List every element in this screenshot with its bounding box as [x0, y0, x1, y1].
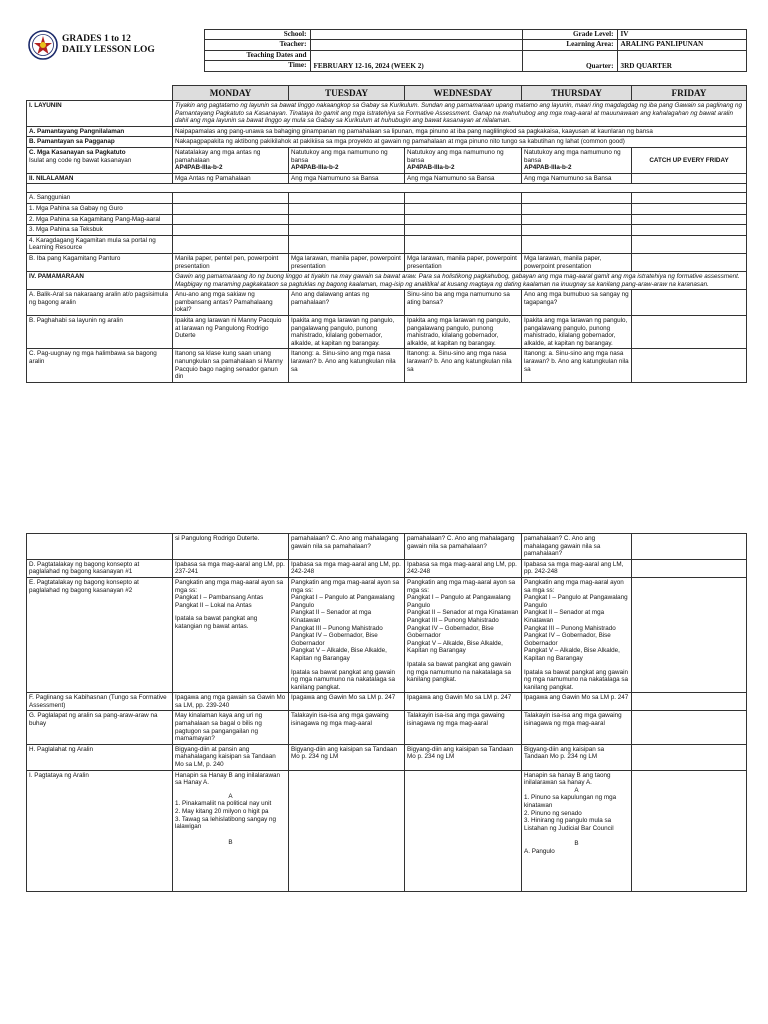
- paglalahat-label: H. Paglalahat ng Aralin: [27, 744, 173, 770]
- group-line: Pangkat V – Alkalde, Bise Alkalde, Kapitan ng Barangay: [291, 647, 387, 662]
- paglinang-row: [27, 693, 747, 711]
- pagtataya-thursday: [522, 770, 632, 891]
- pagkatuto-tuesday: [289, 147, 405, 173]
- pagkatuto-row: [27, 147, 747, 173]
- group-line: Pangkat IV – Gobernador, Bise Gobernador: [524, 632, 611, 647]
- group-line: Pangkatin ang mga mag-aaral ayon sa mga ss:: [524, 578, 624, 594]
- group-line: Pangkat V – Alkalde, Bise Alkalde, Kapitan ng Barangay: [407, 639, 503, 655]
- nilalaman-label: II. NILALAMAN: [27, 173, 173, 184]
- group-line: Ipatala sa bawat pangkat ang gawain ng mga namumuno na nakatalaga sa kanilang pangkat.: [407, 660, 511, 684]
- pagtataya-row: [27, 770, 747, 891]
- pagtatalakay2-tuesday: [289, 577, 405, 692]
- teacher-value: [310, 40, 522, 50]
- competency-code: AP4PAB-IIIa-b-2: [407, 164, 455, 172]
- paghahabi-thursday: Ipakita ang mga larawan ng pangulo, pangalawang pangulo, punong mahistrado, kilalang gobernador, alkalde, at kapitan ng barangay.: [522, 316, 632, 349]
- day-friday: FRIDAY: [632, 86, 747, 101]
- group-line: Pangkat III – Punong Mahistrado: [524, 624, 616, 632]
- group-line: Ipatala sa bawat pangkat ang gawain ng mga namumuno na nakatalaga sa kanilang pangkat.: [291, 668, 395, 691]
- pagtatalakay1-tuesday: Ipabasa sa mga mag-aaral ang LM, pp. 242-248: [289, 559, 405, 577]
- day-wednesday: WEDNESDAY: [405, 86, 522, 101]
- iba-pang-kagamitan-label: B. Iba pang Kagamitang Panturo: [27, 253, 173, 271]
- pag-uugnay-label: C. Pag-uugnay ng mga halimbawa sa bagong aralin: [27, 349, 173, 382]
- sanggunian-item-row: [27, 214, 747, 225]
- header-title-line1: GRADES 1 to 12: [62, 33, 131, 44]
- competency-code: AP4PAB-IIIa-b-2: [175, 164, 223, 172]
- group-line: Pangkat V – Alkalde, Bise Alkalde, Kapitan ng Barangay: [524, 647, 620, 662]
- teaching-dates-value: FEBRUARY 12-16, 2024 (WEEK 2): [310, 50, 522, 71]
- pagkatuto-text: Natatalakay ang mga antas ng pamahalaan: [175, 148, 261, 164]
- nilalaman-wednesday: Ang mga Namumuno sa Bansa: [405, 173, 522, 184]
- day-tuesday: TUESDAY: [289, 86, 405, 101]
- paglalapat-monday: May kinalaman kaya ang uri ng pamahalaan sa bagal o bilis ng pagtugon sa pangangailan ng mamamayan?: [173, 711, 289, 744]
- grade-level-value: IV: [617, 30, 746, 40]
- layunin-label: I. LAYUNIN: [27, 101, 173, 127]
- continuation-monday: si Pangulong Rodrigo Duterte.: [173, 534, 289, 560]
- group-line: Pangkat I – Pangulo at Pangawalang Pangulo: [407, 594, 511, 609]
- kagamitan-wednesday: Mga larawan, manila paper, powerpoint presentation: [405, 253, 522, 271]
- quarter-value: 3RD QUARTER: [617, 50, 746, 71]
- pagkatuto-label: C. Mga Kasanayan sa Pagkatuto: [29, 148, 126, 156]
- lesson-log-table-page2: [26, 533, 747, 892]
- pagganap-row: [27, 137, 747, 148]
- pag-uugnay-wednesday: Itanong: a. Sinu-sino ang mga nasa larawan? b. Ano ang katungkulan nila sa: [405, 349, 522, 382]
- group-line: Pangkatin ang mga mag-aaral ayon sa mga ss:: [407, 578, 516, 594]
- pangnilalaman-text: Naipapamalas ang pang-unawa sa bahaging ginampanan ng pamahalaan sa lipunan, mga pinuno at iba pang naglilingkod sa pagkakaisa, kaayusan at kaunlaran ng bansa: [173, 126, 747, 137]
- pagtatalakay2-thursday: [522, 577, 632, 692]
- pamamaraan-label: IV. PAMAMARAAN: [27, 272, 173, 290]
- sanggunian-item: 1. Mga Pahina sa Gabay ng Guro: [27, 203, 173, 214]
- paghahabi-row: [27, 316, 747, 349]
- quiz-item: 3. Hinirang ng pangulo mula sa Listahan ng Judicial Bar Council: [524, 817, 614, 832]
- iba-pang-kagamitan-row: [27, 253, 747, 271]
- sanggunian-label: A. Sanggunian: [27, 193, 173, 204]
- pamamaraan-text: Gawin ang pamamaraang ito ng buong linggo at tiyakin na may gawain sa bawat araw. Para sa holistikong pagkahubog, gabayan ang mga mag-aaral gamit ang mga istratehiya ng formative assessment. Magbigay ng maraming pagkakataon sa pagtuklas ng bagong kaalaman, mag-isip ng analitikal at kusang magtaya ng dating kaalaman na inuugnay sa kanilang pang-araw-araw na karanasan.: [173, 272, 747, 290]
- pagkatuto-thursday: [522, 147, 632, 173]
- sanggunian-row: [27, 193, 747, 204]
- group-line: Pangkat III – Punong Mahistrado: [291, 624, 383, 632]
- group-line: Pangkatin ang mga mag-aaral ayon sa mga ss:: [175, 578, 284, 594]
- school-label: School:: [204, 30, 310, 40]
- pagkatuto-label-cell: [27, 147, 173, 173]
- pagtatalakay1-monday: Ipabasa sa mga mag-aaral ang LM, pp. 237-241: [173, 559, 289, 577]
- lesson-log-table-page1: [26, 85, 747, 383]
- paglalapat-wednesday: Talakayin isa-isa ang mga gawaing isinagawa ng mga mag-aaral: [405, 711, 522, 744]
- nilalaman-row: [27, 173, 747, 184]
- pagkatuto-text: Natutukoy ang mga namumuno ng bansa: [291, 148, 388, 164]
- paglinang-monday: Ipagawa ang mga gawain sa Gawin Mo sa LM, pp. 239-240: [173, 693, 289, 711]
- pagtataya-instruction: Hanapin sa hanay B ang taong inilalarawan sa hanay A.: [524, 771, 611, 787]
- teacher-label: Teacher:: [204, 40, 310, 50]
- day-monday: MONDAY: [173, 86, 289, 101]
- catch-up-friday: CATCH UP EVERY FRIDAY: [632, 147, 747, 173]
- grade-level-label: Grade Level:: [522, 30, 617, 40]
- pagtatalakay2-label: E. Pagtatalakay ng bagong konsepto at paglalahad ng bagong kasanayan #2: [27, 577, 173, 692]
- paglalapat-row: [27, 711, 747, 744]
- learning-area-label: Learning Area:: [522, 40, 617, 50]
- paglalahat-tuesday: Bigyang-diin ang kaisipan sa Tandaan Mo p. 234 ng LM: [289, 744, 405, 770]
- paghahabi-wednesday: Ipakita ang mga larawan ng pangulo, pangalawang pangulo, punong mahistrado, kilalang gobernador, alkalde, at kapitan ng barangay.: [405, 316, 522, 349]
- paglalahat-monday: Bigyang-diin at pansin ang mahahalagang kaisipan sa Tandaan Mo sa LM, p. 240: [173, 744, 289, 770]
- sanggunian-item: 2. Mga Pahina sa Kagamitang Pang-Mag-aaral: [27, 214, 173, 225]
- quiz-item: 2. May kitang 20 milyon o higit pa: [175, 808, 269, 815]
- pamamaraan-row: [27, 272, 747, 290]
- group-line: Pangkatin ang mga mag-aaral ayon sa mga ss:: [291, 578, 400, 594]
- pagtatalakay1-wednesday: Ipabasa sa mga mag-aaral ang LM, pp. 242-248: [405, 559, 522, 577]
- quiz-item: 1. Pinuno sa kapulungan ng mga kinatawan: [524, 794, 617, 809]
- learning-area-value: ARALING PANLIPUNAN: [617, 40, 746, 50]
- sanggunian-item: 3. Mga Pahina sa Teksbuk: [27, 225, 173, 236]
- paglinang-wednesday: Ipagawa ang Gawin Mo sa LM p. 247: [405, 693, 522, 711]
- kagamitan-monday: Manila paper, pentel pen, powerpoint presentation: [173, 253, 289, 271]
- column-a-heading: A: [228, 792, 233, 800]
- quiz-item: 2. Pinuno ng senado: [524, 809, 582, 817]
- group-line: Pangkat IV – Gobernador, Bise Gobernador: [407, 624, 494, 640]
- sanggunian-item-row: [27, 203, 747, 214]
- quiz-item: 3. Tawag sa lehislatibong sangay ng lalawigan: [175, 815, 277, 831]
- balik-aral-row: [27, 290, 747, 316]
- group-line: Pangkat I – Pangulo at Pangawalang Pangulo: [291, 594, 395, 609]
- paglinang-tuesday: Ipagawa ang Gawin Mo sa LM p. 247: [289, 693, 405, 711]
- paglalahat-row: [27, 744, 747, 770]
- pagtatalakay2-row: [27, 577, 747, 692]
- paglalapat-label: G. Paglalapat ng aralin sa pang-araw-araw na buhay: [27, 711, 173, 744]
- group-line: Pangkat II – Lokal na Antas: [175, 601, 252, 609]
- nilalaman-monday: Mga Antas ng Pamahalaan: [173, 173, 289, 184]
- group-line: Pangkat I – Pambansang Antas: [175, 594, 264, 602]
- paglalahat-thursday: Bigyang-diin ang kaisipan sa Tandaan Mo p. 234 ng LM: [522, 744, 632, 770]
- paglalapat-tuesday: Talakayin isa-isa ang mga gawaing isinagawa ng mga mag-aaral: [289, 711, 405, 744]
- nilalaman-tuesday: Ang mga Namumuno sa Bansa: [289, 173, 405, 184]
- pagtatalakay1-thursday: Ipabasa sa mga mag-aaral ang LM, pp. 242-248: [522, 559, 632, 577]
- pagkatuto-wednesday: [405, 147, 522, 173]
- pagkatuto-text: Natutukoy ang mga namumuno ng bansa: [524, 148, 621, 164]
- pagtatalakay2-wednesday: [405, 577, 522, 692]
- day-thursday: THURSDAY: [522, 86, 632, 101]
- pagganap-text: Nakapagpapakita ng aktibong pakikilahok at pakikiisa sa mga proyekto at gawain ng pamahalaan at mga pinuno nito tungo sa kabutihan ng lahat (common good): [173, 137, 747, 148]
- teaching-dates-label: Teaching Dates and: [204, 50, 310, 60]
- kagamitan-tuesday: Mga larawan, manila paper, powerpoint presentation: [289, 253, 405, 271]
- paglinang-thursday: Ipagawa ang Gawin Mo sa LM p. 247: [522, 693, 632, 711]
- group-line: Ipatala sa bawat pangkat ang katangian ng bawat antas.: [175, 615, 258, 630]
- balik-aral-tuesday: Ano ang dalawang antas ng pamahalaan?: [289, 290, 405, 316]
- sanggunian-item-row: [27, 225, 747, 236]
- paghahabi-label: B. Paghahabi sa layunin ng aralin: [27, 316, 173, 349]
- column-b-heading: B: [574, 840, 579, 848]
- pagtataya-monday: [173, 770, 289, 891]
- competency-code: AP4PAB-IIIa-b-2: [524, 164, 572, 172]
- continuation-tuesday: pamahalaan? C. Ano ang mahalagang gawain nila sa pamahalaan?: [289, 534, 405, 560]
- sanggunian-item-row: [27, 235, 747, 253]
- pagkatuto-sublabel: Isulat ang code ng bawat kasanayan: [29, 156, 132, 164]
- quiz-choice: A. Pangulo: [524, 847, 555, 855]
- pag-uugnay-tuesday: Itanong: a. Sinu-sino ang mga nasa larawan? b. Ano ang katungkulan nila sa: [289, 349, 405, 382]
- balik-aral-label: A. Balik-Aral sa nakaraang aralin at/o pagsisimula ng bagong aralin: [27, 290, 173, 316]
- paghahabi-monday: Ipakita ang larawan ni Manny Pacquio at larawan ng Pangulong Rodrigo Duterte: [173, 316, 289, 349]
- group-line: Pangkat II – Senador at mga Kinatawan: [291, 609, 372, 624]
- pag-uugnay-thursday: Itanong: a. Sinu-sino ang mga nasa larawan? b. Ano ang katungkulan nila sa: [522, 349, 632, 382]
- pagtataya-label: I. Pagtataya ng Aralin: [27, 770, 173, 891]
- pag-uugnay-monday: Itanong sa klase kung saan unang nanungkulan sa pamahalaan si Manny Pacquio bago naging senador ganun din: [173, 349, 289, 382]
- pagganap-label: B. Pamantayan sa Pagganap: [27, 137, 173, 148]
- pag-uugnay-row: [27, 349, 747, 382]
- pangnilalaman-label: A. Pamantayang Pangnilalaman: [27, 126, 173, 137]
- deped-seal-icon: [28, 30, 58, 60]
- column-a-heading: A: [574, 786, 579, 794]
- pagtatalakay1-label: D. Pagtatalakay ng bagong konsepto at paglalahad ng bagong kasanayan #1: [27, 559, 173, 577]
- group-line: Pangkat II – Senador at mga Kinatawan: [524, 609, 605, 624]
- balik-aral-thursday: Ano ang mga bumubuo sa sangay ng tagapanga?: [522, 290, 632, 316]
- group-line: Pangkat II – Senador at mga Kinatawan: [407, 609, 519, 617]
- header-table: [26, 29, 747, 72]
- day-header-row: [27, 86, 747, 101]
- paglalahat-wednesday: Bigyang-diin ang kaisipan sa Tandaan Mo p. 234 ng LM: [405, 744, 522, 770]
- balik-aral-wednesday: Sinu-sino ba ang mga namumuno sa ating bansa?: [405, 290, 522, 316]
- group-line: Pangkat III – Punong Mahistrado: [407, 616, 499, 624]
- quiz-item: 1. Pinakamaliit na political nay unit: [175, 800, 272, 808]
- pagtatalakay1-row: [27, 559, 747, 577]
- pagkatuto-text: Natutukoy ang mga namumuno ng bansa: [407, 148, 504, 164]
- layunin-text: Tiyakin ang pagtatamo ng layunin sa bawat linggo nakaangkop sa Gabay sa Kurikulum. Sundan ang pamamaraan upang matamo ang layunin, maari ring magdagdag ng iba pang Gawain sa paglinang ng Pamantayang Pagkatuto sa Kasanayan. Tinataya ito gamit ang mga istratehiya sa Formative Assessment. Ganap na mahuhubog ang mga mag-aaral at mauunawaan ang kahalagahan ng bawat aralin dahil ang mga layunin sa bawat linggo ay mula sa Gabay sa Kurikulum at huhubugin ang bawat kasanayan at nilalaman.: [173, 101, 747, 127]
- kagamitan-thursday: Mga larawan, manila paper, powerpoint presentation: [522, 253, 632, 271]
- layunin-row: [27, 101, 747, 127]
- group-line: Ipatala sa bawat pangkat ang gawain ng mga namumuno na nakatalaga sa kanilang pangkat.: [524, 668, 628, 691]
- pagtataya-instruction: Hanapin sa Hanay B ang inilalarawan sa Hanay A.: [175, 771, 281, 787]
- pagtatalakay2-monday: [173, 577, 289, 692]
- time-label: Time:: [204, 61, 310, 71]
- header-logo-cell: [26, 30, 204, 72]
- group-line: Pangkat I – Pangulo at Pangawalang Pangulo: [524, 594, 628, 609]
- group-line: Pangkat IV – Gobernador, Bise Gobernador: [291, 632, 378, 647]
- paghahabi-tuesday: Ipakita ang mga larawan ng pangulo, pangalawang pangulo, punong mahistrado, kilalang gobernador, alkalde, at kapitan ng barangay.: [289, 316, 405, 349]
- continuation-thursday: pamahalaan? C. Ano ang mahalagang gawain nila sa pamahalaan?: [522, 534, 632, 560]
- pangnilalaman-row: [27, 126, 747, 137]
- continuation-row: [27, 534, 747, 560]
- header-title-line2: DAILY LESSON LOG: [62, 44, 155, 55]
- paglinang-label: F. Paglinang sa Kabihasnan (Tungo sa Formative Assessment): [27, 693, 173, 711]
- competency-code: AP4PAB-IIIa-b-2: [291, 164, 339, 172]
- balik-aral-monday: Anu-ano ang mga sakiaw ng pambansang antas? Pamahalaang lokal?: [173, 290, 289, 316]
- nilalaman-thursday: Ang mga Namumuno sa Bansa: [522, 173, 632, 184]
- pagkatuto-monday: [173, 147, 289, 173]
- sanggunian-item: 4. Karagdagang Kagamitan mula sa portal ng Learning Resource: [27, 235, 173, 253]
- continuation-wednesday: pamahalaan? C. Ano ang mahalagang gawain nila sa pamahalaan?: [405, 534, 522, 560]
- paglalapat-thursday: Talakayin isa-isa ang mga gawaing isinagawa ng mga mag-aaral: [522, 711, 632, 744]
- quarter-label: Quarter:: [522, 50, 617, 71]
- column-b-heading: B: [228, 838, 233, 846]
- school-value: [310, 30, 522, 40]
